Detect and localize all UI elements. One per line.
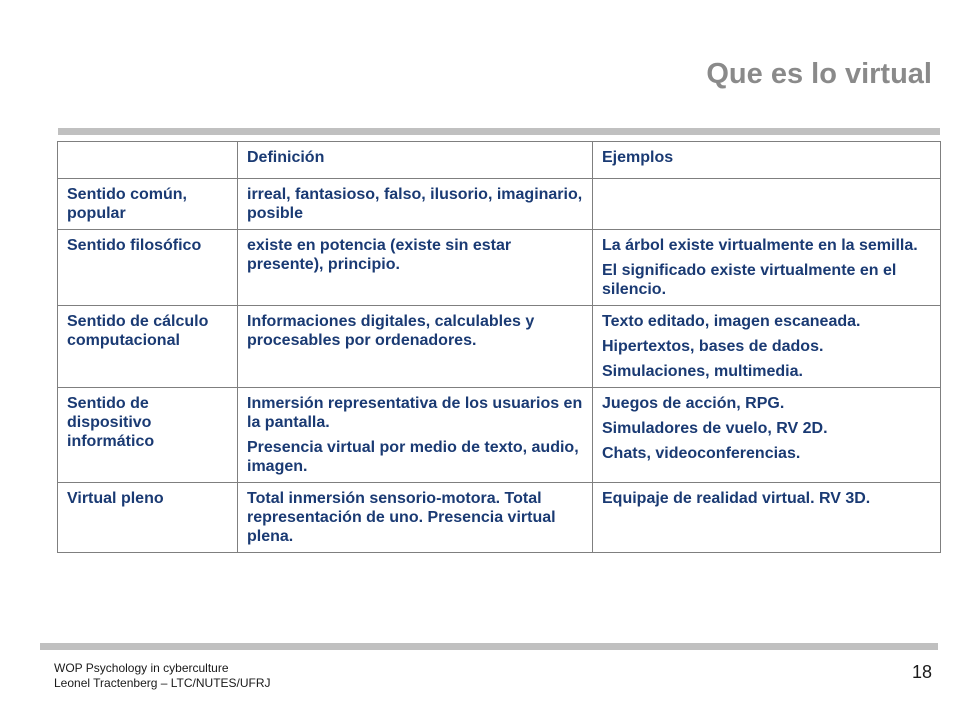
definition-cell	[238, 483, 593, 553]
slide-title: Que es lo virtual	[706, 58, 932, 90]
row-label: Sentido filosófico	[58, 230, 238, 306]
virtual-definitions-table	[57, 141, 941, 553]
examples-cell	[593, 388, 941, 483]
example-text: Hipertextos, bases de dados.	[602, 338, 824, 355]
example-text: Chats, videoconferencias.	[602, 445, 801, 462]
definition-cell	[238, 179, 593, 230]
example-text: Equipaje de realidad virtual. RV 3D.	[602, 490, 871, 507]
table-row	[58, 230, 941, 306]
example-text: La árbol existe virtualmente en la semilla.	[602, 237, 918, 254]
definition-text: Informaciones digitales, calculables y procesables por ordenadores.	[247, 313, 535, 349]
definition-text: Total inmersión sensorio-motora. Total representación de uno. Presencia virtual plena.	[247, 490, 556, 545]
row-label: Sentido común, popular	[58, 179, 238, 230]
definition-text: irreal, fantasioso, falso, ilusorio, imaginario, posible	[247, 186, 583, 222]
examples-cell	[593, 179, 941, 230]
definition-text: Inmersión representativa de los usuarios en la pantalla.	[247, 395, 583, 431]
footer-author: Leonel Tractenberg – LTC/NUTES/UFRJ	[54, 676, 271, 690]
example-text: Texto editado, imagen escaneada.	[602, 313, 861, 330]
table-row	[58, 483, 941, 553]
example-text: Juegos de acción, RPG.	[602, 395, 785, 412]
examples-cell	[593, 230, 941, 306]
header-cell-examples: Ejemplos	[593, 142, 941, 179]
example-text: El significado existe virtualmente en el silencio.	[602, 262, 897, 298]
row-label: Virtual pleno	[58, 483, 238, 553]
top-divider	[58, 128, 940, 135]
examples-cell	[593, 306, 941, 388]
examples-cell	[593, 483, 941, 553]
table-row	[58, 306, 941, 388]
example-text: Simulaciones, multimedia.	[602, 363, 803, 380]
example-text: Simuladores de vuelo, RV 2D.	[602, 420, 828, 437]
header-cell-definition: Definición	[238, 142, 593, 179]
definition-text: Presencia virtual por medio de texto, audio, imagen.	[247, 439, 579, 475]
row-label: Sentido de cálculo computacional	[58, 306, 238, 388]
table-row	[58, 179, 941, 230]
table-header-row	[58, 142, 941, 179]
row-label: Sentido de dispositivo informático	[58, 388, 238, 483]
definition-cell	[238, 306, 593, 388]
definition-cell	[238, 388, 593, 483]
bottom-divider	[40, 643, 938, 650]
header-cell-empty	[58, 142, 238, 179]
footer-course: WOP Psychology in cyberculture	[54, 661, 229, 675]
definition-text: existe en potencia (existe sin estar presente), principio.	[247, 237, 512, 273]
page-number: 18	[911, 662, 932, 682]
footer-credits	[54, 661, 271, 691]
definition-cell	[238, 230, 593, 306]
table-row	[58, 388, 941, 483]
